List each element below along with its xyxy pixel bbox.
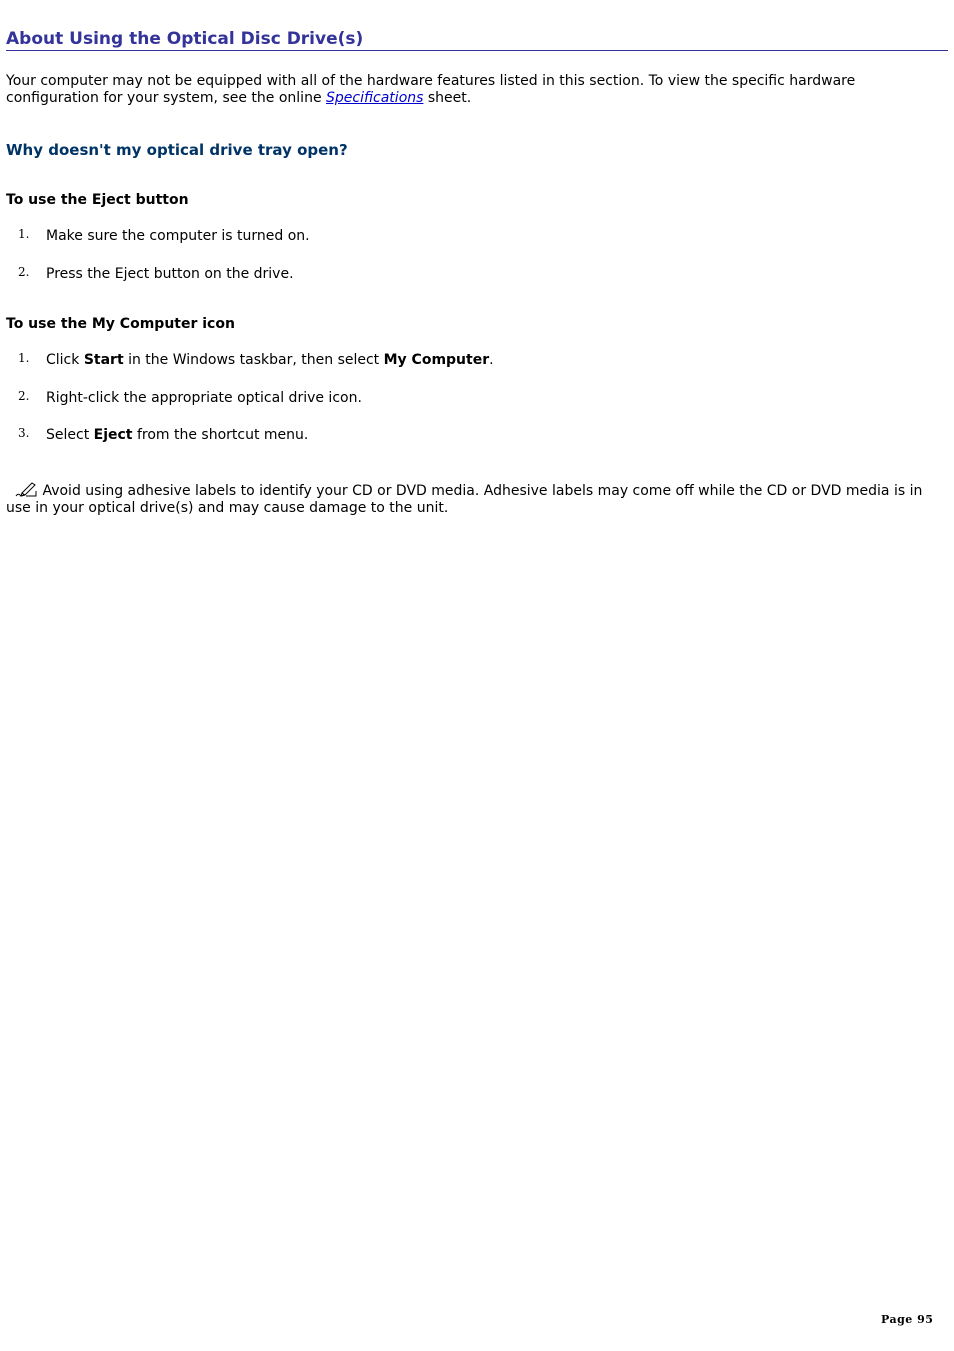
step-text: Right-click the appropriate optical drive icon. bbox=[46, 390, 362, 406]
step-text: Press the Eject button on the drive. bbox=[46, 266, 294, 282]
step-number: 1. bbox=[18, 227, 30, 241]
note-text: Avoid using adhesive labels to identify your CD or DVD media. Adhesive labels may come off while the CD or DVD media is in use in your optical drive(s) and may cause damage to the unit. bbox=[6, 483, 923, 516]
question-heading: Why doesn't my optical drive tray open? bbox=[6, 141, 348, 159]
step-number: 3. bbox=[18, 426, 30, 440]
intro-text-end: sheet. bbox=[423, 90, 472, 106]
step-text-part: Click bbox=[46, 352, 84, 368]
my-computer-label: My Computer bbox=[383, 352, 490, 368]
step-text-part: in the Windows taskbar, then select bbox=[123, 352, 384, 368]
step-number: 1. bbox=[18, 351, 30, 365]
note-paragraph bbox=[6, 480, 948, 517]
page-number: Page 95 bbox=[881, 1313, 934, 1326]
step-number: 2. bbox=[18, 265, 30, 279]
eject-label: Eject bbox=[93, 427, 133, 443]
page-title: About Using the Optical Disc Drive(s) bbox=[6, 29, 948, 51]
specifications-link[interactable]: Specifications bbox=[326, 90, 424, 106]
step-text-part: Select bbox=[46, 427, 94, 443]
step-text-part: . bbox=[489, 352, 494, 368]
eject-section-title: To use the Eject button bbox=[6, 192, 189, 208]
mycomputer-section-title: To use the My Computer icon bbox=[6, 316, 235, 332]
step-text: Make sure the computer is turned on. bbox=[46, 228, 310, 244]
intro-text: Your computer may not be equipped with all of the hardware features listed in this section. To view the specific hardware configuration for your system, see the online bbox=[6, 73, 856, 106]
step-number: 2. bbox=[18, 389, 30, 403]
note-pencil-icon bbox=[14, 480, 38, 498]
step-text bbox=[46, 427, 308, 444]
step-text bbox=[46, 352, 494, 369]
intro-paragraph bbox=[6, 73, 948, 107]
step-text-part: from the shortcut menu. bbox=[132, 427, 309, 443]
start-label: Start bbox=[83, 352, 124, 368]
